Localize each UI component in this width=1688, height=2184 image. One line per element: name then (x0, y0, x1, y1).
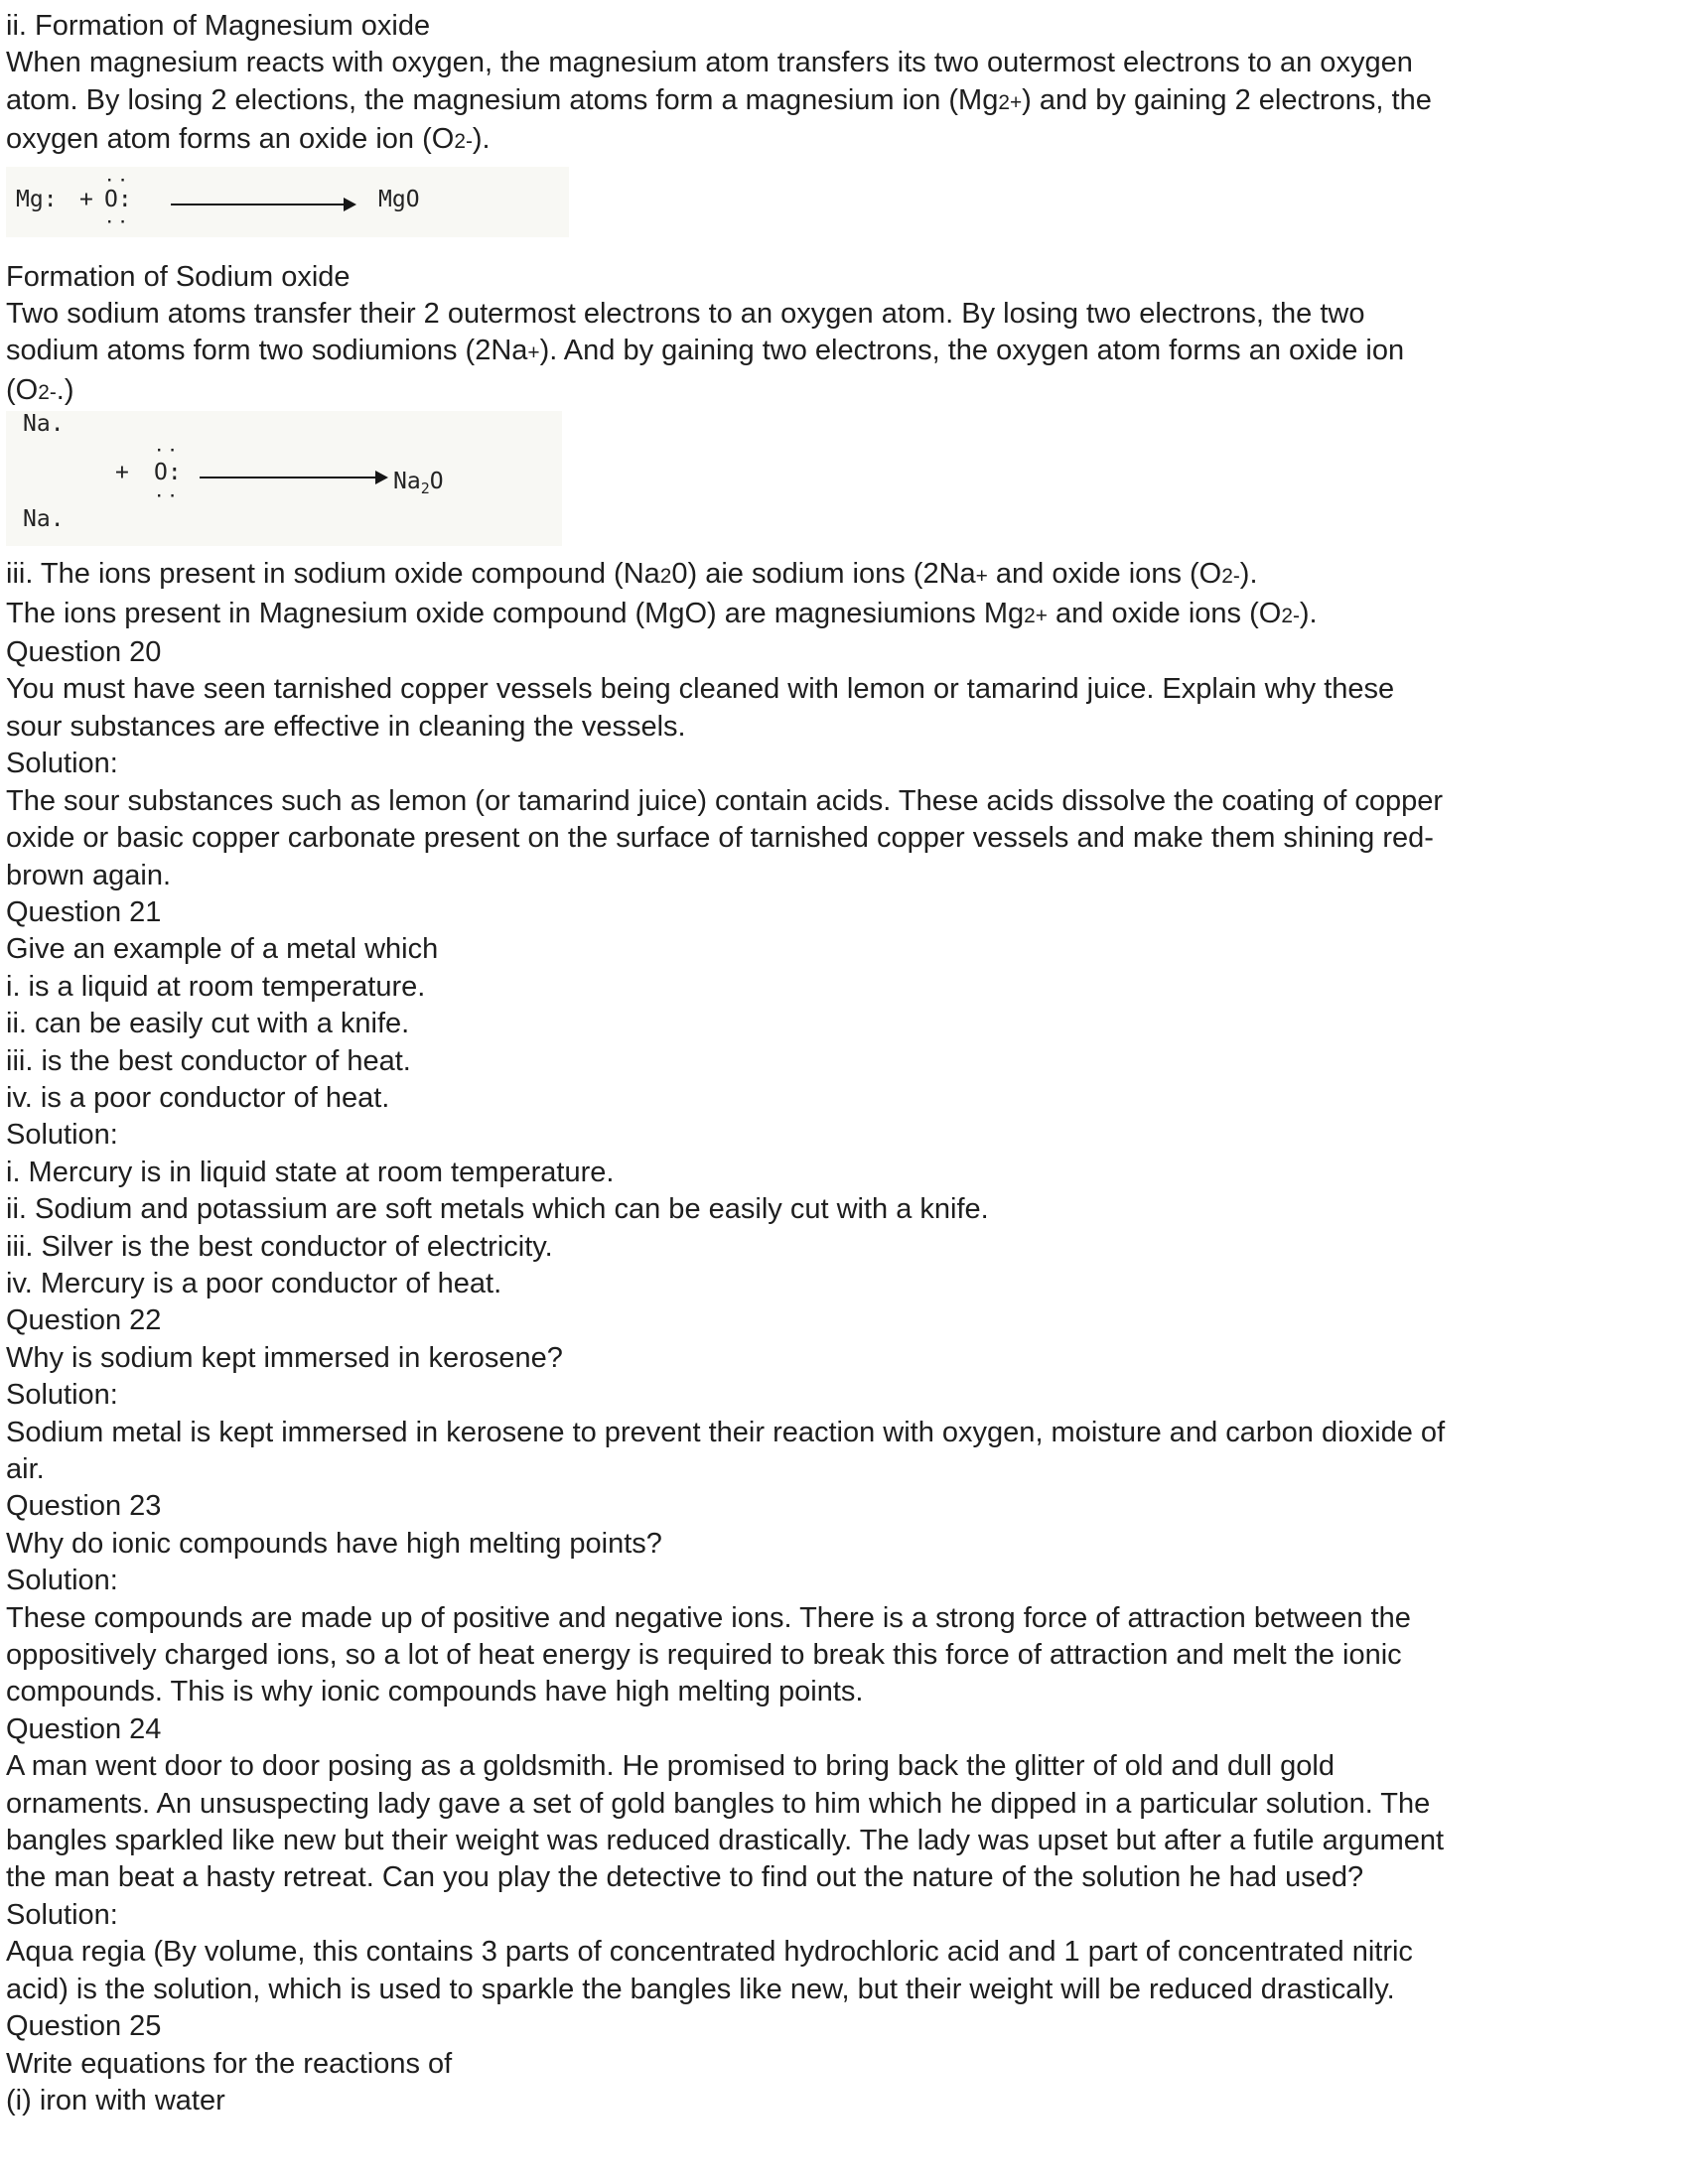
text-line: Sodium metal is kept immersed in kerosene to prevent their reaction with oxygen, moisture and carbon dioxide of (6, 1416, 1446, 1448)
text-line: Aqua regia (By volume, this contains 3 parts of concentrated hydrochloric acid and 1 part of concentrated nitric (6, 1936, 1413, 1969)
text-line: ii. Formation of Magnesium oxide (6, 10, 431, 42)
text-line: ii. can be easily cut with a knife. (6, 1008, 410, 1040)
text-line: A man went door to door posing as a goldsmith. He promised to bring back the glitter of old and dull gold (6, 1750, 1336, 1783)
electron-dots-bottom: ·· (155, 488, 182, 505)
text-line: Solution: (6, 1119, 118, 1152)
text-block-questions (6, 556, 1676, 2119)
small-chem-notation: 2- (1221, 565, 1240, 589)
text-line: Question 24 (6, 1712, 162, 1745)
text-block-sodium-oxide (6, 259, 1676, 412)
text-line: sodium atoms form two sodiumions (2Na+). And by gaining two electrons, the oxygen atom forms an oxide ion (6, 335, 1405, 367)
magnesium-symbol: Mg: (16, 186, 58, 212)
text-line: ii. Sodium and potassium are soft metals which can be easily cut with a knife. (6, 1193, 989, 1226)
small-chem-notation: + (975, 565, 988, 589)
text-line: Question 25 (6, 2010, 162, 2043)
text-line: Solution: (6, 1898, 118, 1931)
oxygen-symbol: O: (104, 186, 132, 212)
text-line: compounds. This is why ionic compounds have high melting points. (6, 1676, 864, 1708)
text-line: Question 22 (6, 1304, 162, 1337)
text-line: Question 21 (6, 895, 162, 928)
text-line: iv. is a poor conductor of heat. (6, 1081, 390, 1114)
text-line: oxide or basic copper carbonate present on the surface of tarnished copper vessels and make them shining red- (6, 822, 1434, 855)
text-line: acid) is the solution, which is used to sparkle the bangles like new, but their weight will be reduced drastically. (6, 1973, 1395, 2005)
na2o-formation-figure (6, 411, 562, 546)
reaction-arrow-icon (171, 204, 345, 205)
text-line: Write equations for the reactions of (6, 2047, 453, 2080)
text-line: You must have seen tarnished copper vessels being cleaned with lemon or tamarind juice. Explain why these (6, 673, 1395, 706)
text-line: Question 20 (6, 636, 162, 669)
text-line: i. Mercury is in liquid state at room temperature. (6, 1156, 615, 1188)
sodium-symbol-bottom: Na. (23, 506, 65, 533)
small-chem-notation: + (527, 341, 540, 365)
text-line: iii. Silver is the best conductor of electricity. (6, 1230, 553, 1263)
text-line: brown again. (6, 859, 172, 891)
product-formula: MgO (378, 186, 420, 212)
text-line: Formation of Sodium oxide (6, 260, 351, 293)
text-line: Two sodium atoms transfer their 2 outermost electrons to an oxygen atom. By losing two electrons, the two (6, 298, 1365, 331)
text-line: sour substances are effective in cleaning the vessels. (6, 710, 686, 743)
text-line: oxygen atom forms an oxide ion (O2-). (6, 123, 491, 156)
text-line: Why is sodium kept immersed in kerosene? (6, 1341, 563, 1374)
text-line: Solution: (6, 748, 118, 780)
electron-dots-top: ·· (155, 443, 182, 460)
small-chem-notation: 2 (659, 565, 672, 589)
sodium-symbol-top: Na. (23, 411, 65, 438)
product-formula: $Na_2O$ (393, 469, 444, 498)
text-line: Why do ionic compounds have high melting points? (6, 1527, 662, 1560)
small-chem-notation: 2+ (998, 90, 1023, 114)
product-subscript: 2 (420, 479, 430, 498)
text-line: Give an example of a metal which (6, 933, 439, 966)
text-line: bangles sparkled like new but their weight was reduced drastically. The lady was upset but after a futile argument (6, 1825, 1445, 1857)
oxygen-symbol: O: (154, 460, 182, 486)
small-chem-notation: 2- (38, 380, 57, 404)
electron-dots-bottom: ·· (105, 213, 132, 230)
text-line: The ions present in Magnesium oxide compound (MgO) are magnesiumions Mg2+ and oxide ions (O2-). (6, 597, 1318, 629)
text-line: oppositively charged ions, so a lot of heat energy is required to break this force of attraction and melt the ionic (6, 1639, 1402, 1672)
text-line: air. (6, 1453, 45, 1485)
text-line: the man beat a hasty retreat. Can you play the detective to find out the nature of the solution he had used? (6, 1861, 1364, 1894)
small-chem-notation: 2- (454, 130, 473, 154)
text-block-magnesium-oxide (6, 8, 1676, 161)
text-line: iv. Mercury is a poor conductor of heat. (6, 1267, 502, 1299)
plus-sign: + (79, 186, 93, 212)
reaction-arrow-icon (200, 477, 376, 478)
text-line: ornaments. An unsuspecting lady gave a set of gold bangles to him which he dipped in a particular solution. The (6, 1787, 1431, 1820)
text-line: Question 23 (6, 1490, 162, 1523)
text-line: (i) iron with water (6, 2084, 225, 2116)
text-line: Solution: (6, 1379, 118, 1412)
small-chem-notation: 2+ (1024, 604, 1048, 627)
text-line: These compounds are made up of positive and negative ions. There is a strong force of attraction between the (6, 1601, 1411, 1634)
text-line: (O2-.) (6, 373, 74, 406)
plus-sign: + (115, 460, 129, 486)
text-line: iii. is the best conductor of heat. (6, 1044, 411, 1077)
text-line: i. is a liquid at room temperature. (6, 970, 426, 1003)
text-line: The sour substances such as lemon (or tamarind juice) contain acids. These acids dissolve the coating of copper (6, 784, 1443, 817)
text-line: atom. By losing 2 elections, the magnesium atoms form a magnesium ion (Mg2+) and by gaining 2 electrons, the (6, 83, 1432, 116)
text-line: Solution: (6, 1565, 118, 1597)
mgo-formation-figure (6, 167, 569, 237)
electron-dots-top: ·· (105, 172, 132, 189)
small-chem-notation: 2- (1281, 604, 1300, 627)
text-line: iii. The ions present in sodium oxide compound (Na20) aie sodium ions (2Na+ and oxide ions (O2-). (6, 558, 1258, 591)
text-line: When magnesium reacts with oxygen, the magnesium atom transfers its two outermost electrons to an oxygen (6, 47, 1413, 79)
